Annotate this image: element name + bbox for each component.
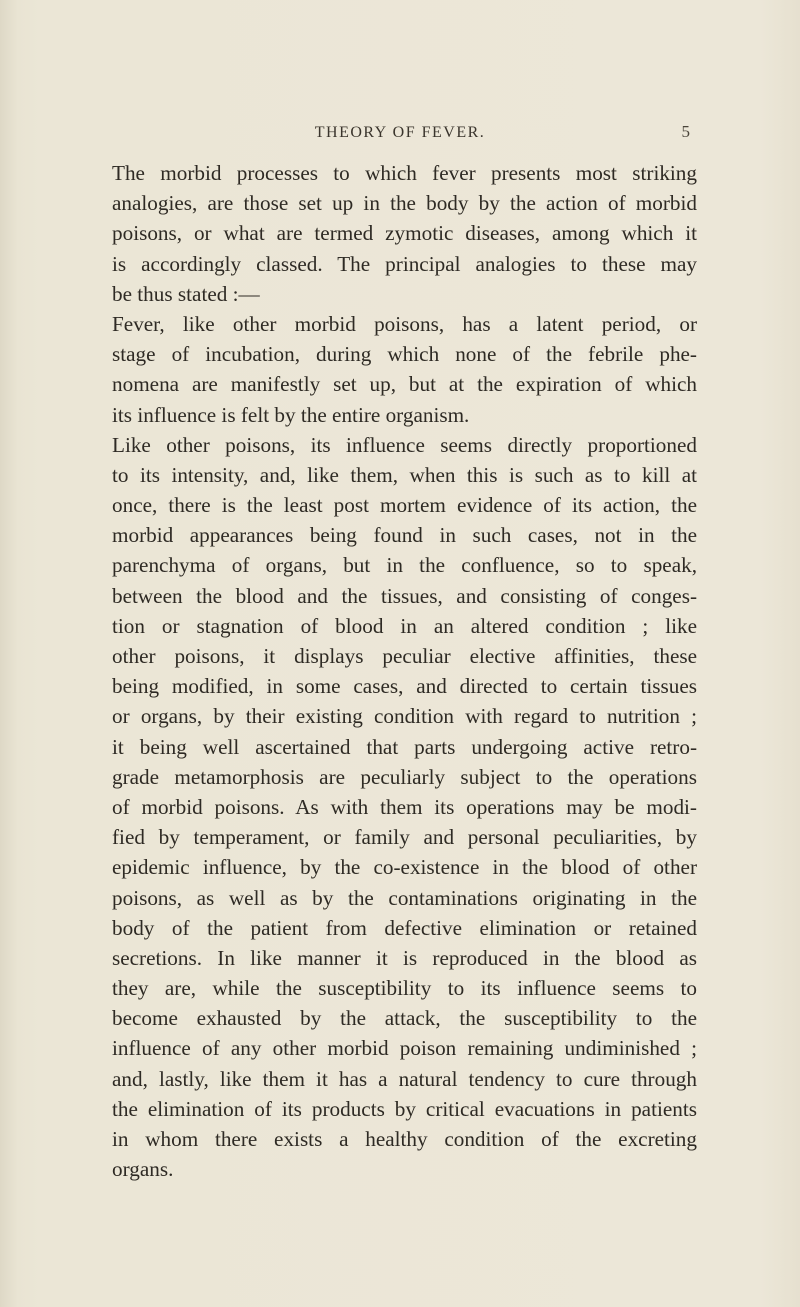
- text-line: analogies, are those set up in the body by the action of morbid: [112, 191, 697, 216]
- text-line: nomena are manifestly set up, but at the expiration of which: [112, 372, 697, 397]
- text-line: tion or stagnation of blood in an altered condition ; like: [112, 613, 697, 638]
- text-line: grade metamorphosis are peculiarly subject to the operations: [112, 764, 697, 789]
- text-line: in whom there exists a healthy condition of the excreting: [112, 1127, 697, 1151]
- text-line: of morbid poisons. As with them its operations may be modi-: [112, 794, 697, 819]
- text-line: once, there is the least post mortem evidence of its action, the: [112, 493, 697, 518]
- text-line: parenchyma of organs, but in the confluence, so to speak,: [112, 553, 697, 578]
- text-line: morbid appearances being found in such cases, not in the: [112, 523, 697, 548]
- text-line: secretions. In like manner it is reproduced in the blood as: [112, 945, 697, 970]
- running-title: THEORY OF FEVER.: [314, 124, 486, 141]
- text-line: its influence is felt by the entire organism.: [112, 402, 470, 427]
- text-line: body of the patient from defective elimination or retained: [112, 915, 697, 940]
- text-line: stage of incubation, during which none of the febrile phe-: [112, 342, 697, 367]
- page-header: [0, 124, 800, 146]
- text-line: poisons, or what are termed zymotic diseases, among which it: [112, 221, 697, 246]
- text-line: to its intensity, and, like them, when this is such as to kill at: [112, 462, 697, 487]
- text-line: between the blood and the tissues, and consisting of conges-: [112, 583, 697, 608]
- text-line: The morbid processes to which fever presents most striking: [112, 161, 697, 185]
- text-line: it being well ascertained that parts undergoing active retro-: [112, 734, 697, 759]
- text-line: the elimination of its products by critical evacuations in patients: [112, 1096, 697, 1121]
- text-line: Like other poisons, its influence seems directly proportioned: [112, 432, 697, 457]
- text-line: poisons, as well as by the contaminations originating in the: [112, 885, 697, 910]
- text-line: being modified, in some cases, and directed to certain tissues: [112, 674, 697, 699]
- text-line: they are, while the susceptibility to its influence seems to: [112, 976, 697, 1001]
- text-line: become exhausted by the attack, the susceptibility to the: [112, 1006, 697, 1031]
- text-line: organs.: [112, 1157, 174, 1182]
- text-line: influence of any other morbid poison remaining undiminished ;: [112, 1036, 697, 1061]
- text-line: and, lastly, like them it has a natural tendency to cure through: [112, 1066, 697, 1091]
- text-line: or organs, by their existing condition with regard to nutrition ;: [112, 704, 697, 729]
- text-line: Fever, like other morbid poisons, has a latent period, or: [112, 311, 697, 336]
- text-line: epidemic influence, by the co-existence in the blood of other: [112, 855, 697, 880]
- page-number: 5: [681, 122, 690, 141]
- text-line: is accordingly classed. The principal analogies to these may: [112, 251, 697, 276]
- text-line: be thus stated :—: [112, 281, 260, 306]
- text-line: other poisons, it displays peculiar elective affinities, these: [112, 644, 697, 668]
- text-line: fied by temperament, or family and personal peculiarities, by: [112, 825, 697, 850]
- body-text: [112, 158, 697, 1184]
